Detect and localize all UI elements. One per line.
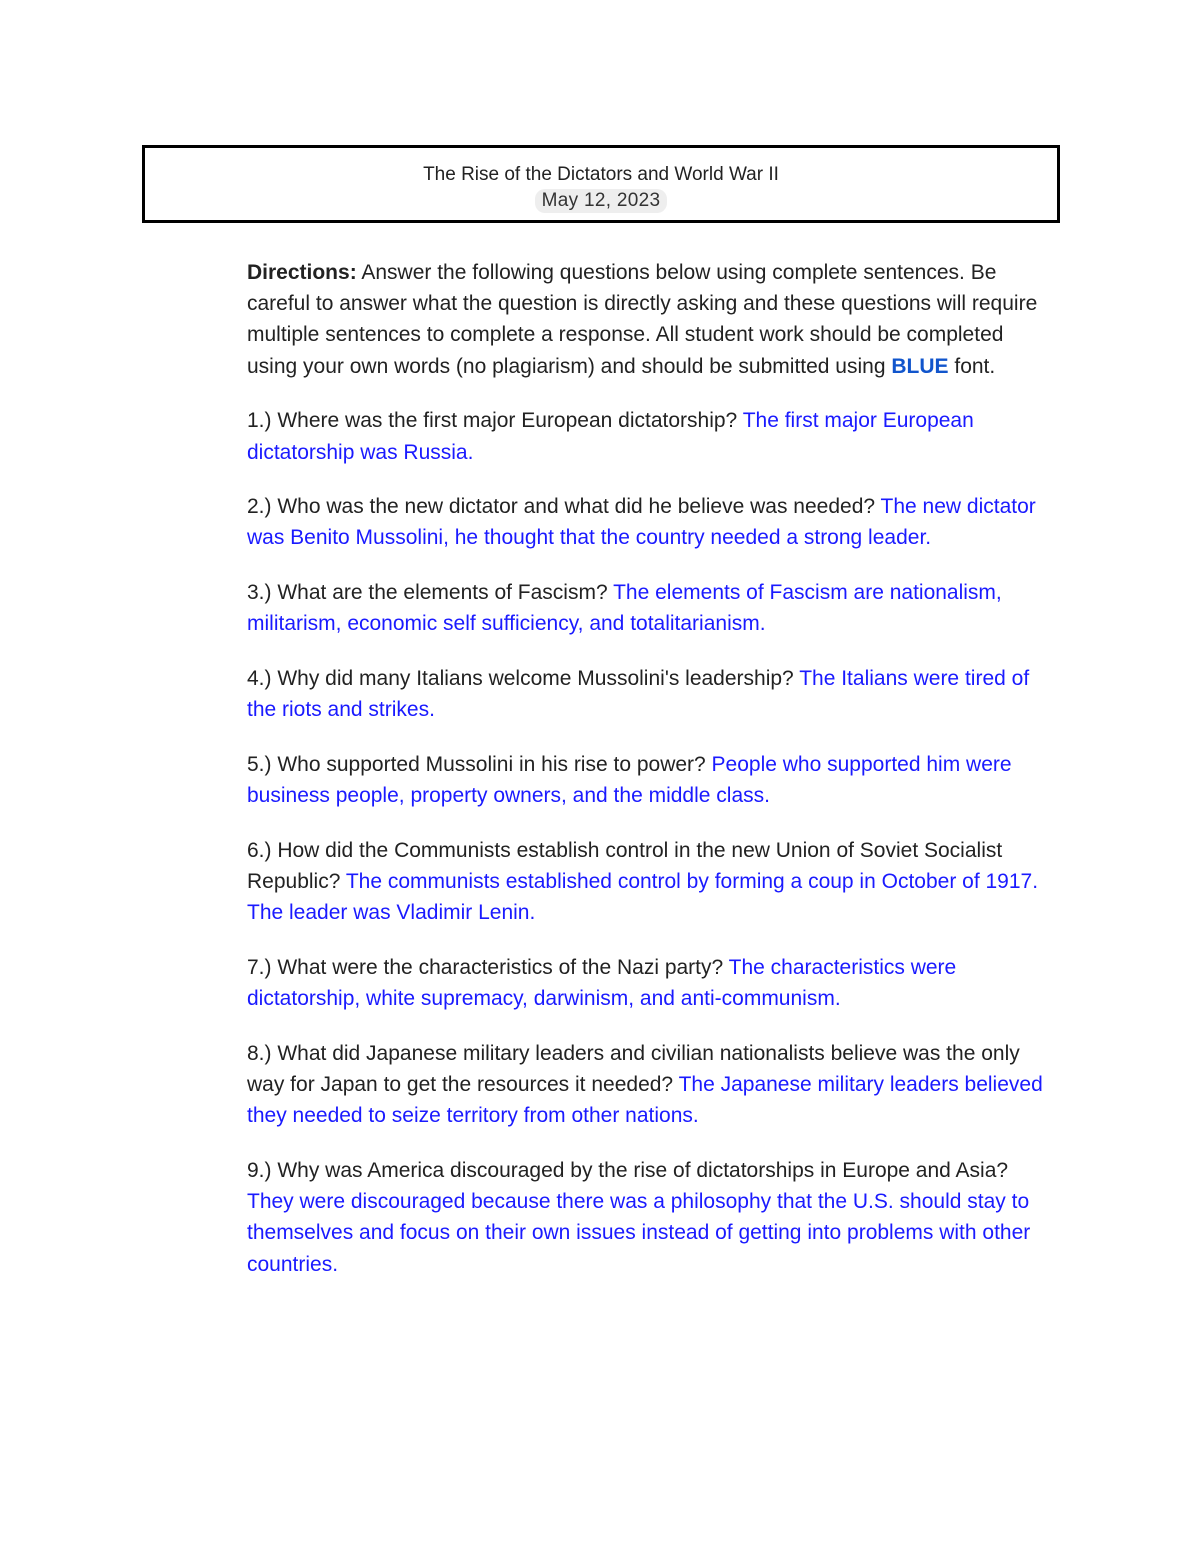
directions-paragraph	[247, 257, 1059, 382]
title-box	[142, 145, 1060, 223]
question-text: 8.) What did Japanese military leaders and civilian nationalists believe was the only way for Japan to get the resources it needed?	[247, 1041, 1020, 1097]
question-item	[247, 491, 1059, 553]
answer-text: The elements of Fascism are nationalism, militarism, economic self sufficiency, and totalitarianism.	[247, 581, 1002, 636]
question-item	[247, 952, 1059, 1014]
answer-text: The Japanese military leaders believed they needed to seize territory from other nations.	[247, 1073, 1043, 1128]
document-body	[247, 257, 1059, 1303]
question-text: 7.) What were the characteristics of the Nazi party?	[247, 955, 729, 979]
question-item	[247, 663, 1059, 725]
document-title: The Rise of the Dictators and World War II	[423, 164, 779, 185]
question-item	[247, 749, 1059, 811]
question-item	[247, 1038, 1059, 1132]
answer-text: The communists established control by forming a coup in October of 1917. The leader was Vladimir Lenin.	[247, 870, 1039, 925]
question-text: 1.) Where was the first major European dictatorship?	[247, 409, 743, 433]
question-item	[247, 577, 1059, 639]
question-text: 4.) Why did many Italians welcome Mussolini's leadership?	[247, 667, 800, 691]
answer-text: The first major European dictatorship was Russia.	[247, 409, 974, 464]
question-item	[247, 835, 1059, 929]
directions-text: Answer the following questions below using complete sentences. Be careful to answer what the question is directly asking and these questions will require multiple sentences to complete a response. All student work should be completed using your own words (no plagiarism) and should be submitted using	[247, 261, 1038, 378]
answer-text: They were discouraged because there was a philosophy that the U.S. should stay to themselves and focus on their own issues instead of getting into problems with other countries.	[247, 1190, 1031, 1276]
answer-text: The Italians were tired of the riots and strikes.	[247, 667, 1030, 722]
directions-text-end: font.	[948, 354, 996, 378]
blue-emphasis: BLUE	[891, 354, 949, 378]
answer-text: The new dictator was Benito Mussolini, he thought that the country needed a strong leader.	[247, 495, 1036, 550]
answer-text: People who supported him were business people, property owners, and the middle class.	[247, 752, 1012, 808]
question-item	[247, 1155, 1059, 1280]
question-text: 3.) What are the elements of Fascism?	[247, 581, 614, 605]
answer-text: The characteristics were dictatorship, white supremacy, darwinism, and anti-communism.	[247, 955, 957, 1011]
question-text: 9.) Why was America discouraged by the rise of dictatorships in Europe and Asia?	[247, 1158, 1009, 1182]
question-text: 5.) Who supported Mussolini in his rise to power?	[247, 752, 712, 776]
date-chip[interactable]: May 12, 2023	[535, 189, 668, 213]
directions-label: Directions:	[247, 261, 357, 284]
question-text: 6.) How did the Communists establish control in the new Union of Soviet Socialist Republic?	[247, 838, 1003, 894]
question-text: 2.) Who was the new dictator and what did he believe was needed?	[247, 495, 881, 519]
question-item	[247, 405, 1059, 467]
